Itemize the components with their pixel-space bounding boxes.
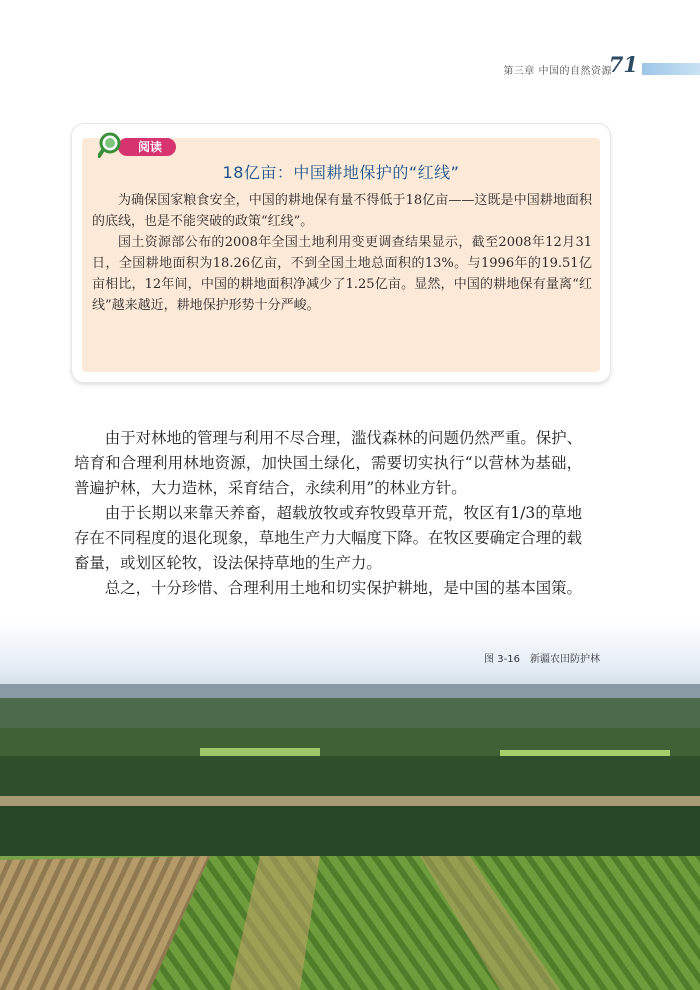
reading-tag-label: 阅读 bbox=[118, 138, 176, 156]
figure-caption bbox=[484, 650, 610, 665]
main-paragraph: 由于对林地的管理与利用不尽合理，滥伐森林的问题仍然严重。保护、培育和合理利用林地资源，加快国土绿化，需要切实执行“以营林为基础，普遍护林，大力造林，采育结合，永续利用”的林业方针。 bbox=[74, 429, 582, 497]
reading-title: 18亿亩：中国耕地保护的“红线” bbox=[222, 163, 460, 182]
main-paragraph: 总之，十分珍惜、合理利用土地和切实保护耕地，是中国的基本国策。 bbox=[104, 579, 582, 597]
chapter-title: 第三章 中国的自然资源 bbox=[503, 66, 612, 77]
reading-tag bbox=[98, 132, 178, 158]
reading-body bbox=[92, 190, 592, 316]
magnifier-icon bbox=[98, 132, 128, 158]
page-number: 71 bbox=[608, 52, 638, 77]
figure-caption-text: 新疆农田防护林 bbox=[530, 654, 600, 665]
header-decor-bar bbox=[642, 63, 700, 75]
farmland-shelterbelt-photo bbox=[0, 620, 700, 990]
figure-number: 图 3-16 bbox=[484, 654, 520, 665]
main-paragraph: 由于长期以来靠天养畜，超载放牧或弃牧毁草开荒，牧区有1/3的草地存在不同程度的退化现象，草地生产力大幅度下降。在牧区要确定合理的载畜量，或划区轮牧，设法保持草地的生产力。 bbox=[74, 504, 582, 572]
reading-box bbox=[72, 124, 610, 382]
reading-paragraph: 为确保国家粮食安全，中国的耕地保有量不得低于18亿亩——这既是中国耕地面积的底线，也是不能突破的政策“红线”。 bbox=[92, 193, 592, 229]
main-text bbox=[74, 426, 582, 601]
reading-paragraph: 国土资源部公布的2008年全国土地利用变更调查结果显示，截至2008年12月31日，全国耕地面积为18.26亿亩，不到全国土地总面积的13%。与1996年的19.51亿亩相比，12年间，中国的耕地面积净减少了1.25亿亩。显然，中国的耕地保有量离“红线”越来越近，耕地保护形势十分严峻。 bbox=[92, 235, 592, 313]
page-header bbox=[0, 52, 700, 80]
